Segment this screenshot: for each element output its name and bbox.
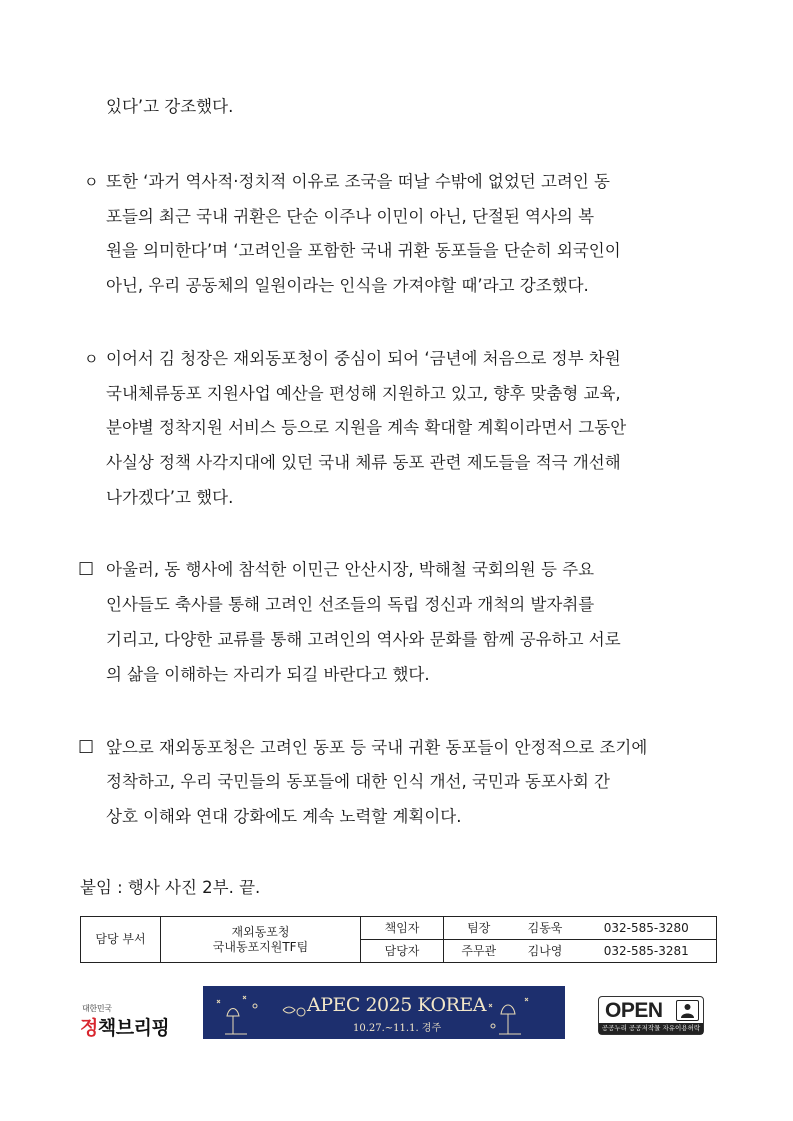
apec-date: 10.27.~11.1. 경주 (353, 1023, 442, 1034)
text-line: 이어서 김 청장은 재외동포청이 중심이 되어 ‘금년에 처음으로 정부 차원 (106, 349, 621, 368)
text-line: 정착하고, 우리 국민들의 동포들에 대한 인식 개선, 국민과 동포사회 간 (106, 772, 610, 791)
text-line: 사실상 정책 사각지대에 있던 국내 체류 동포 관련 제도들을 적극 개선해 (106, 453, 621, 472)
text-line: 앞으로 재외동포청은 고려인 동포 등 국내 귀환 동포들이 안정적으로 조기에 (106, 738, 648, 757)
phone-cell: 032-585-3281 (577, 940, 717, 963)
name-cell: 김동욱 (514, 917, 577, 940)
text-line: 상호 이해와 연대 강화에도 계속 노력할 계획이다. (106, 807, 462, 826)
person-icon (676, 1000, 699, 1021)
text-line: 의 삶을 이해하는 자리가 되길 바란다고 했다. (106, 665, 430, 684)
role-cell: 담당자 (361, 940, 444, 963)
attachment-note: 붙임 : 행사 사진 2부. 끝. (80, 878, 261, 897)
text-line: 아닌, 우리 공동체의 일원이라는 인식을 가져야할 때’라고 강조했다. (106, 276, 589, 295)
dept-label: 담당 부서 (81, 917, 161, 963)
text-line: 분야별 정착지원 서비스 등으로 지원을 계속 확대할 계획이라면서 그동안 (106, 418, 627, 437)
square-bullet-icon: □ (78, 736, 95, 756)
phone-cell: 032-585-3280 (577, 917, 717, 940)
circle-bullet-icon: ㅇ (84, 350, 99, 368)
briefing-logo-caption: 대한민국 (82, 1004, 112, 1013)
text-line: 원을 의미한다’며 ‘고려인을 포함한 국내 귀환 동포들을 단순히 외국인이 (106, 241, 621, 260)
open-logo-text: OPEN (605, 999, 663, 1022)
contact-table (80, 916, 717, 963)
text-line: 또한 ‘과거 역사적·정치적 이유로 조국을 떠날 수밖에 없었던 고려인 동 (106, 172, 610, 191)
text-line: 있다’고 강조했다. (106, 97, 234, 116)
title-cell: 주무관 (444, 940, 514, 963)
text-line: 국내체류동포 지원사업 예산을 편성해 지원하고 있고, 향후 맞춤형 교육, (106, 384, 621, 403)
text-line: 포들의 최근 국내 귀환은 단순 이주나 이민이 아닌, 단절된 역사의 복 (106, 207, 595, 226)
circle-bullet-icon: ㅇ (84, 173, 99, 191)
name-cell: 김나영 (514, 940, 577, 963)
text-line: 기리고, 다양한 교류를 통해 고려인의 역사와 문화를 함께 공유하고 서로 (106, 630, 621, 649)
briefing-logo: 정책브리핑 (80, 1017, 170, 1039)
dept-name (161, 917, 361, 963)
text-line: 인사들도 축사를 통해 고려인 선조들의 독립 정신과 개척의 발자취를 (106, 595, 595, 614)
role-cell: 책임자 (361, 917, 444, 940)
text-line: 아울러, 동 행사에 참석한 이민근 안산시장, 박해철 국회의원 등 주요 (106, 560, 595, 579)
dept-org: 재외동포청 (231, 924, 290, 939)
title-cell: 팀장 (444, 917, 514, 940)
apec-title: APEC 2025 KOREA (307, 994, 487, 1016)
apec-banner (203, 986, 565, 1039)
open-logo-caption: 공공누리 공공저작물 자유이용허락 (599, 1023, 703, 1034)
dept-team: 국내동포지원TF팀 (212, 939, 309, 954)
text-line: 나가겠다’고 했다. (106, 488, 234, 507)
square-bullet-icon: □ (78, 558, 95, 578)
kogl-open-logo (598, 996, 704, 1035)
